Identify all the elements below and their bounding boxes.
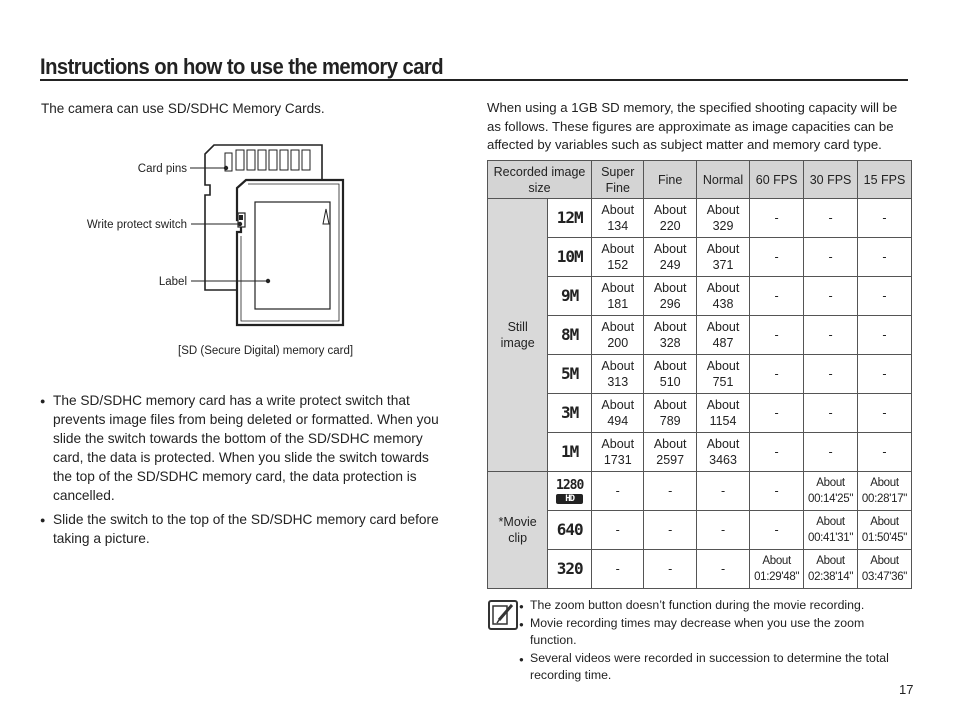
capacity-table [487,160,912,589]
cell-value: 249 [659,258,681,272]
image-size-icon [556,478,583,504]
image-size-icon-label: 10M [556,246,583,266]
about-word: About [816,555,845,567]
about-word: About [816,477,845,489]
image-size-icon [556,519,583,539]
cell-value: 494 [607,414,629,428]
table-cell [804,472,858,511]
cell-value: 152 [607,258,629,272]
about-word: About [653,359,687,373]
image-size-icon-label: 12M [556,207,583,227]
image-size-icon-label: 1M [561,441,579,461]
col-header: Super Fine [592,161,644,199]
table-cell [592,394,644,433]
table-row [488,433,912,472]
cell-value: 220 [659,219,681,233]
about-word: About [601,320,635,334]
table-cell: - [804,316,858,355]
size-icon-cell [548,394,592,433]
about-word: About [706,242,740,256]
card-pins-label: Card pins [137,163,187,175]
table-cell: - [644,472,696,511]
cell-value: 2597 [656,453,685,467]
table-cell: - [750,472,804,511]
col-header: 15 FPS [858,161,912,199]
table-cell: - [750,238,804,277]
diagram-caption: [SD (Secure Digital) memory card] [178,345,354,357]
about-word: About [653,242,687,256]
image-size-icon [556,246,583,266]
about-word: About [870,555,899,567]
left-intro: The camera can use SD/SDHC Memory Cards. [41,101,325,116]
table-cell: - [804,394,858,433]
table-cell: - [750,511,804,550]
table-row [488,316,912,355]
image-size-icon [556,558,583,578]
cell-value: 1154 [709,414,737,428]
table-cell [592,277,644,316]
table-row [488,472,912,511]
table-cell [858,472,912,511]
about-word: About [601,437,635,451]
table-row [488,238,912,277]
cell-value: 438 [712,297,734,311]
table-cell [592,433,644,472]
cell-value: 789 [659,414,681,428]
pencil-note-icon [488,600,518,630]
col-header: Fine [644,161,696,199]
table-cell: - [592,511,644,550]
table-cell: - [696,472,749,511]
cell-value: 371 [712,258,734,272]
table-cell [644,433,696,472]
table-cell [696,394,749,433]
size-icon-cell [548,355,592,394]
about-word: About [816,516,845,528]
about-word: About [762,555,791,567]
col-header: 60 FPS [750,161,804,199]
table-cell: - [858,355,912,394]
image-size-icon [561,402,579,422]
table-cell: - [804,238,858,277]
image-size-icon [561,363,579,383]
image-size-icon [561,285,579,305]
table-cell: - [804,355,858,394]
cell-value: 487 [712,336,734,350]
table-cell: - [804,277,858,316]
about-word: About [601,242,635,256]
table-cell [592,316,644,355]
cell-value: 02:38'14" [807,571,854,583]
table-cell [858,550,912,589]
cell-value: 03:47'36" [861,571,908,583]
notes-list [519,597,914,685]
about-word: About [870,516,899,528]
table-cell [644,394,696,433]
table-cell [696,355,749,394]
image-size-icon-label: 1280 [556,477,584,493]
group-label: *Movie clip [488,472,548,589]
cell-value: 751 [712,375,734,389]
about-word: About [653,281,687,295]
table-cell [644,238,696,277]
image-size-icon-label: 8M [561,324,579,344]
about-word: About [706,320,740,334]
cell-value: 296 [659,297,681,311]
table-row [488,199,912,238]
table-cell [696,433,749,472]
size-icon-cell [548,316,592,355]
size-icon-cell [548,550,592,589]
image-size-icon [556,207,583,227]
table-cell: - [858,238,912,277]
write-protect-label: Write protect switch [86,219,187,231]
size-icon-cell [548,238,592,277]
table-header-row [488,161,912,199]
table-cell: - [858,433,912,472]
table-cell: - [696,550,749,589]
table-cell [696,277,749,316]
col-header: Normal [696,161,749,199]
cell-value: 3463 [709,453,737,467]
table-cell: - [858,316,912,355]
table-cell [696,316,749,355]
table-cell: - [858,277,912,316]
col-header: 30 FPS [804,161,858,199]
table-row [488,394,912,433]
note-item: ● The zoom button doesn’t function during the movie recording. [519,597,914,614]
hd-badge: HD [556,494,583,504]
about-word: About [601,203,635,217]
size-icon-cell [548,472,592,511]
right-intro: When using a 1GB SD memory, the specified shooting capacity will be as follows. These figures are approximate as image capacities can be affected by variables such as subject matter and memory card type. [487,100,898,152]
table-cell [804,511,858,550]
cell-value: 181 [607,297,629,311]
about-word: About [706,359,740,373]
table-cell: - [750,355,804,394]
size-icon-cell [548,433,592,472]
table-row [488,355,912,394]
cell-value: 510 [659,375,681,389]
note-item: ● Several videos were recorded in succession to determine the total recording time. [519,650,914,684]
about-word: About [653,320,687,334]
table-cell: - [592,472,644,511]
cell-value: 329 [712,219,734,233]
table-cell [804,550,858,589]
table-cell [696,199,749,238]
label-label: Label [158,276,187,288]
cell-value: 328 [659,336,681,350]
cell-value: 200 [607,336,629,350]
image-size-icon-label: 640 [556,519,583,539]
cell-value: 01:50'45" [861,532,908,544]
table-row [488,511,912,550]
about-word: About [601,281,635,295]
table-cell [644,355,696,394]
page-title: Instructions on how to use the memory card [40,54,444,79]
sd-card-diagram [60,140,360,340]
cell-value: 134 [607,219,629,233]
table-cell [858,511,912,550]
table-cell [644,199,696,238]
table-cell [750,550,804,589]
note-item: ● Movie recording times may decrease when you use the zoom function. [519,615,914,649]
image-size-icon-label: 3M [561,402,579,422]
table-cell: - [696,511,749,550]
bullet-item: ● The SD/SDHC memory card has a write protect switch that prevents image files from being deleted or formatted. When you slide the switch towards the bottom of the SD/SDHC memory card, the data is protected. When you slide the switch towards the top of the SD/SDHC memory card, the data protection is cancelled. [40,391,450,505]
cell-value: 00:41'31" [807,532,854,544]
size-icon-cell [548,511,592,550]
page-number: 17 [899,682,914,697]
image-size-icon-label: 5M [561,363,579,383]
about-word: About [653,437,687,451]
image-size-icon [561,324,579,344]
col-header: Recorded image size [488,161,592,199]
image-size-icon-label: 320 [556,558,583,578]
image-size-icon [561,441,579,461]
table-cell [644,277,696,316]
table-cell: - [804,433,858,472]
table-cell [592,199,644,238]
table-cell: - [644,511,696,550]
left-bullet-list [40,391,450,553]
cell-value: 00:14'25" [807,493,854,505]
table-cell [696,238,749,277]
image-size-icon-label: 9M [561,285,579,305]
table-cell [592,355,644,394]
table-cell: - [592,550,644,589]
table-cell [592,238,644,277]
table-cell: - [858,394,912,433]
table-cell: - [750,277,804,316]
table-cell: - [750,316,804,355]
title-rule [40,79,908,81]
table-row [488,277,912,316]
about-word: About [706,398,740,412]
table-cell: - [750,394,804,433]
table-cell: - [644,550,696,589]
table-cell: - [858,199,912,238]
table-cell: - [804,199,858,238]
size-icon-cell [548,277,592,316]
table-cell: - [750,433,804,472]
about-word: About [653,398,687,412]
table-row [488,550,912,589]
about-word: About [706,437,740,451]
about-word: About [706,281,740,295]
cell-value: 01:29'48" [754,571,800,583]
group-label: Still image [488,199,548,472]
about-word: About [601,359,635,373]
cell-value: 00:28'17" [861,493,908,505]
bullet-item: ● Slide the switch to the top of the SD/SDHC memory card before taking a picture. [40,510,450,548]
cell-value: 313 [607,375,629,389]
about-word: About [870,477,899,489]
about-word: About [653,203,687,217]
cell-value: 1731 [603,453,632,467]
about-word: About [706,203,740,217]
about-word: About [601,398,635,412]
table-cell: - [750,199,804,238]
size-icon-cell [548,199,592,238]
table-cell [644,316,696,355]
